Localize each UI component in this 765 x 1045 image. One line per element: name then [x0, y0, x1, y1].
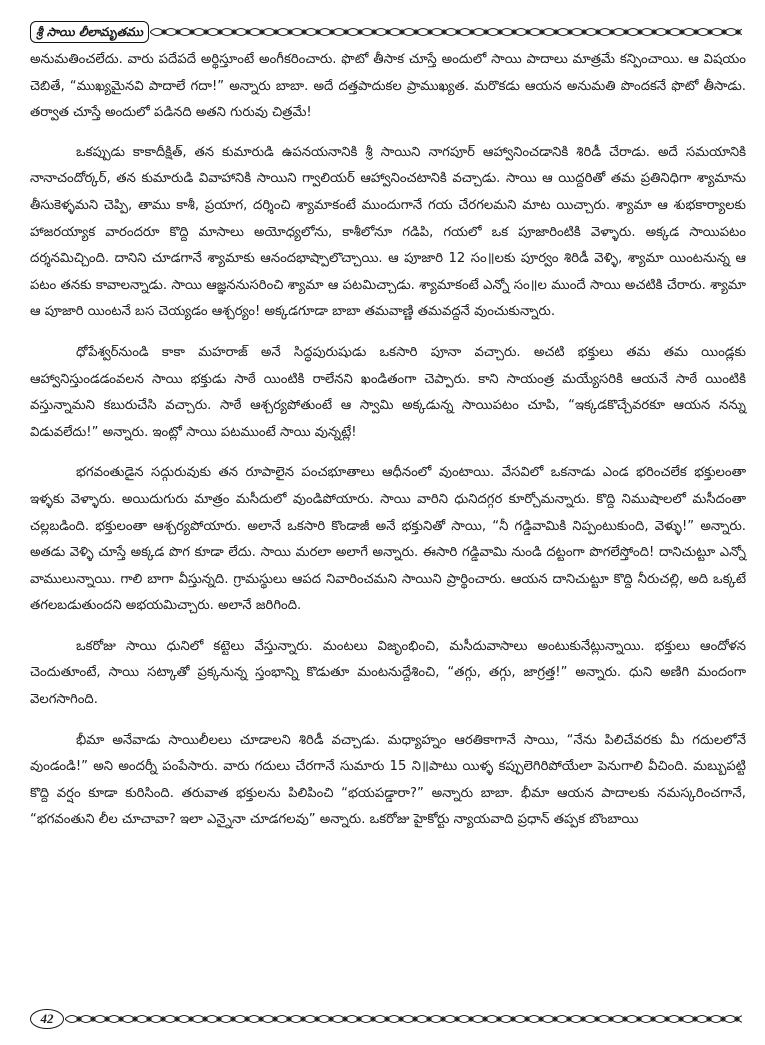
paragraph: ఒకరోజు సాయి ధునిలో కట్టెలు వేస్తున్నారు. మంటలు విజృంభించి, మసీదువాసాలు అంటుకునేట్లున్నాయి. భక్తులు ఆందోళన చెందుతూంటే, సాయి సట్కాతో ప్రక్కనున్న స్తంభాన్ని కొడుతూ మంటనుద్దేశించి, “తగ్గు, తగ్గు, జాగ్రత్త!” అన్నారు. ధుని అణిగి మందంగా వెలగసాగింది.	[30, 638, 746, 708]
paragraph: భీమా అనేవాడు సాయిలీలలు చూడాలని శిరిడీ వచ్చాడు. మధ్యాహ్నం ఆరతికాగానే సాయి, “నేను పిలిచేవరకు మీ గదులలోనే వుండండి!” అని అందర్నీ పంపేసారు. వారు గదులు చేరగానే సుమారు 15 ని॥పాటు యిళ్ళ కప్పులెగిరిపోయేలా పెనుగాలి వీచింది. మబ్బుపట్టి కొద్ది వర్షం కూడా కురిసింది. తరువాత భక్తులను పిలిపించి “భయపడ్డారా?” అన్నారు బాబా. భీమా ఆయన పాదాలకు నమస్కరించగానే, “భగవంతుని లీల చూచావా? ఇలా ఎన్నైనా చూడగలవు” అన్నారు. ఒకరోజు హైకోర్టు న్యాయవాది ప్రధాన్ తప్పక బొంబాయి	[30, 732, 746, 828]
running-header	[30, 21, 742, 43]
paragraph: భగవంతుడైన సద్గురువుకు తన రూపాలైన పంచభూతాలు ఆధీనంలో వుంటాయి. వేసవిలో ఒకనాడు ఎండ భరించలేక భక్తులంతా ఇళ్ళకు వెళ్ళారు. అయిదుగురు మాత్రం మసీదులో వుండిపోయారు. సాయి వారిని ధునిదగ్గర కూర్చోమన్నారు. కొద్ది నిముషాలలో మసీదంతా చల్లబడింది. భక్తులంతా ఆశ్చర్యపోయారు. అలానే ఒకసారి కొండాజీ అనే భక్తునితో సాయి, “నీ గడ్డివామికి నిప్పంటుకుంది, వెళ్ళు!” అన్నారు. అతడు వెళ్ళి చూస్తే అక్కడ పొగ కూడా లేదు. సాయి మరలా అలాగే అన్నారు. ఈసారి గడ్డివామి నుండి దట్టంగా పొగలేస్తోంది! దానిచుట్టూ ఎన్నో వాములున్నాయి. గాలి బాగా వీస్తున్నది. గ్రామస్థులు ఆపద నివారించమని సాయిని ప్రార్థించారు. ఆయన దానిచుట్టూ కొద్ది నీరుచల్లి, అది ఒక్కటే తగలబడుతుందని అభయమిచ్చారు. అలానే జరిగింది.	[30, 465, 746, 614]
page-number: 42	[30, 1009, 64, 1029]
paragraph: ఒకప్పుడు కాకాదీక్షిత్, తన కుమారుడి ఉపనయనానికి శ్రీ సాయిని నాగపూర్ ఆహ్వానించడానికి శిరిడీ చేరాడు. అదే సమయానికి నానాచందోర్కర్, తన కుమారుడి వివాహానికి సాయిని గ్వాలియర్ ఆహ్వానించటానికి వచ్చాడు. సాయి ఆ యిద్దరితో తమ ప్రతినిధిగా శ్యామాను తీసుకెళ్ళమని చెప్పి, తాము కాశీ, ప్రయాగ, దర్శించి శ్యామాకంటే ముందుగానే గయ చేరగలమని మాట యిచ్చారు. శ్యామా ఆ శుభకార్యాలకు హాజరయ్యాక వారందరూ కొద్ది మాసాలు అయోధ్యలోను, కాశీలోనూ గడిపి, గయలో ఒక పూజారింటికి వెళ్ళారు. అక్కడ సాయిపటం దర్శనమిచ్చింది. దానిని చూడగానే శ్యామాకు ఆనందభాష్పాలొచ్చాయి. ఆ పూజారి 12 సం॥లకు పూర్వం శిరిడీ వెళ్ళి, శ్యామా యింటనున్న ఆ పటం తనకు కావాలన్నాడు. సాయి ఆజ్ఞననుసరించి శ్యామా ఆ పటమిచ్చాడు. శ్యామాకంటే ఎన్నో సం॥ల ముందే సాయి అచటికి చేరారు. శ్యామా ఆ పూజారి యింటనే బస చెయ్యడం ఆశ్చర్యం! అక్కడగూడా బాబా తమవాణ్ణి తమవద్దనే వుంచుకున్నారు.	[30, 144, 746, 320]
paragraph: అనుమతించలేదు. వారు పదేపదే అర్థిస్తూంటే అంగీకరించారు. ఫొటో తీసాక చూస్తే అందులో సాయి పాదాలు మాత్రమే కన్పించాయి. ఆ విషయం చెబితే, “ముఖ్యమైనవి పాదాలే గదా!” అన్నారు బాబా. అదే దత్తపాదుకల ప్రాముఖ్యత. మరొకడు ఆయన అనుమతి పొందకనే ఫొటో తీసాడు. తర్వాత చూస్తే అందులో పడినది అతని గురువు చిత్రమే!	[30, 52, 746, 121]
chain-ornament-icon	[150, 25, 742, 39]
page-body	[30, 47, 746, 848]
paragraph: ధోపేశ్వర్‌నుండి కాకా మహరాజ్ అనే సిద్ధపురుషుడు ఒకసారి పూనా వచ్చారు. అచటి భక్తులు తమ తమ యిండ్లకు ఆహ్వానిస్తుండడంవలన సాయి భక్తుడు సాఠే యింటికి రాలేనని ఖండితంగా చెప్పారు. కాని సాయంత్ర మయ్యేసరికి ఆయనే సాఠే యింటికి వస్తున్నామని కబురుచేసి వచ్చారు. సాఠే ఆశ్చర్యపోతుంటే ఆ స్వామి అక్కడున్న సాయిపటం చూపి, “ఇక్కడకొచ్చేవరకూ ఆయన నన్ను విడువలేదు!” అన్నారు. ఇంట్లో సాయి పటముంటే సాయి వున్నట్లే!	[30, 344, 746, 440]
page-footer	[30, 1008, 742, 1030]
book-title: శ్రీ సాయి లీలామృతము	[30, 21, 149, 43]
chain-ornament-icon	[65, 1012, 742, 1026]
